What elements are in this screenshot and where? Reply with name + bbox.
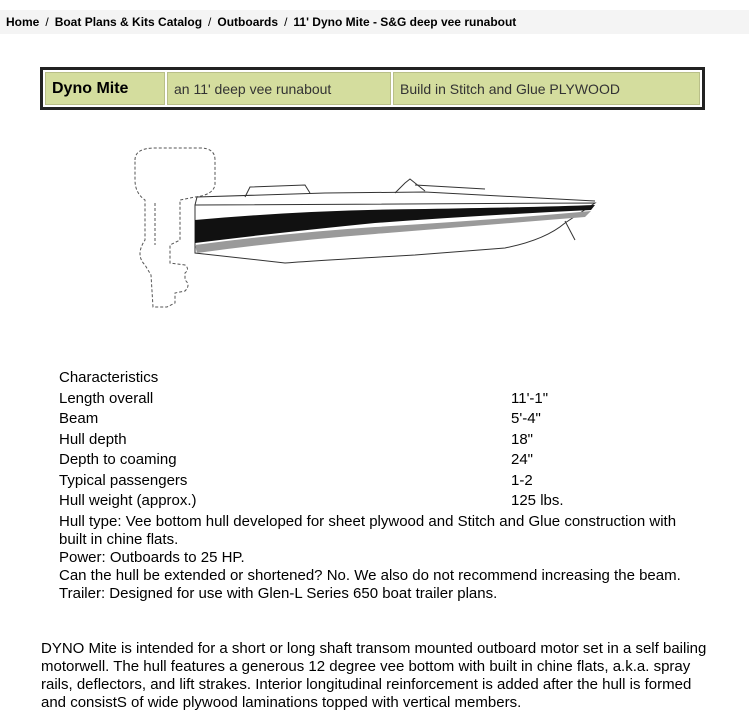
spec-value: 125 lbs. bbox=[511, 492, 564, 509]
hull-type-text: Hull type: Vee bottom hull developed for sheet plywood and Stitch and Glue construction with built in chine flats. bbox=[59, 512, 677, 548]
spec-row bbox=[59, 471, 699, 492]
power-text: Power: Outboards to 25 HP. bbox=[59, 548, 245, 566]
characteristics-heading: Characteristics bbox=[59, 369, 159, 386]
characteristics-section bbox=[59, 368, 699, 603]
spec-label: Typical passengers bbox=[59, 471, 188, 489]
breadcrumb-home-link[interactable]: Home bbox=[6, 15, 40, 29]
breadcrumb-current-page[interactable]: 11' Dyno Mite - S&G deep vee runabout bbox=[293, 15, 517, 29]
breadcrumb-separator: / bbox=[208, 15, 212, 29]
spec-label: Depth to coaming bbox=[59, 451, 177, 468]
spec-row bbox=[59, 409, 699, 430]
description-paragraph: DYNO Mite is intended for a short or long shaft transom mounted outboard motor set in a self bailing motorwell. The hull features a generous 12 degree vee bottom with built in chine flats, a.k.a. spray rails, deflectors, and lift strakes. Interior longitudinal reinforcement is added after the hull is formed and consistS of wide plywood laminations topped with vertical members. bbox=[41, 640, 707, 711]
build-method: Build in Stitch and Glue PLYWOOD bbox=[393, 72, 700, 105]
spec-label: Hull weight (approx.) bbox=[59, 492, 197, 509]
spec-row bbox=[59, 430, 699, 451]
breadcrumb bbox=[0, 10, 749, 34]
spec-row bbox=[59, 450, 699, 471]
spec-label: Beam bbox=[59, 410, 99, 427]
spec-value: 24" bbox=[511, 451, 534, 468]
spec-row bbox=[59, 491, 699, 512]
extend-text: Can the hull be extended or shortened? No. We also do not recommend increasing the beam. bbox=[59, 566, 681, 584]
spec-label: Length overall bbox=[59, 389, 154, 407]
boat-profile-drawing bbox=[125, 145, 615, 330]
boat-name: Dyno Mite bbox=[45, 72, 165, 105]
breadcrumb-outboards-link[interactable]: Outboards bbox=[217, 15, 279, 29]
trailer-text: Trailer: Designed for use with Glen-L Series 650 boat trailer plans. bbox=[59, 584, 498, 602]
breadcrumb-separator: / bbox=[45, 15, 49, 29]
spec-row bbox=[59, 389, 699, 410]
spec-value: 11'-1" bbox=[511, 389, 549, 407]
spec-value: 1-2 bbox=[511, 471, 533, 489]
spec-value: 5'-4" bbox=[511, 410, 541, 427]
boat-subtitle: an 11' deep vee runabout bbox=[167, 72, 391, 105]
spec-value: 18" bbox=[511, 430, 534, 448]
title-table bbox=[40, 67, 705, 110]
breadcrumb-separator: / bbox=[284, 15, 288, 29]
breadcrumb-catalog-link[interactable]: Boat Plans & Kits Catalog bbox=[54, 15, 203, 29]
spec-label: Hull depth bbox=[59, 430, 127, 448]
